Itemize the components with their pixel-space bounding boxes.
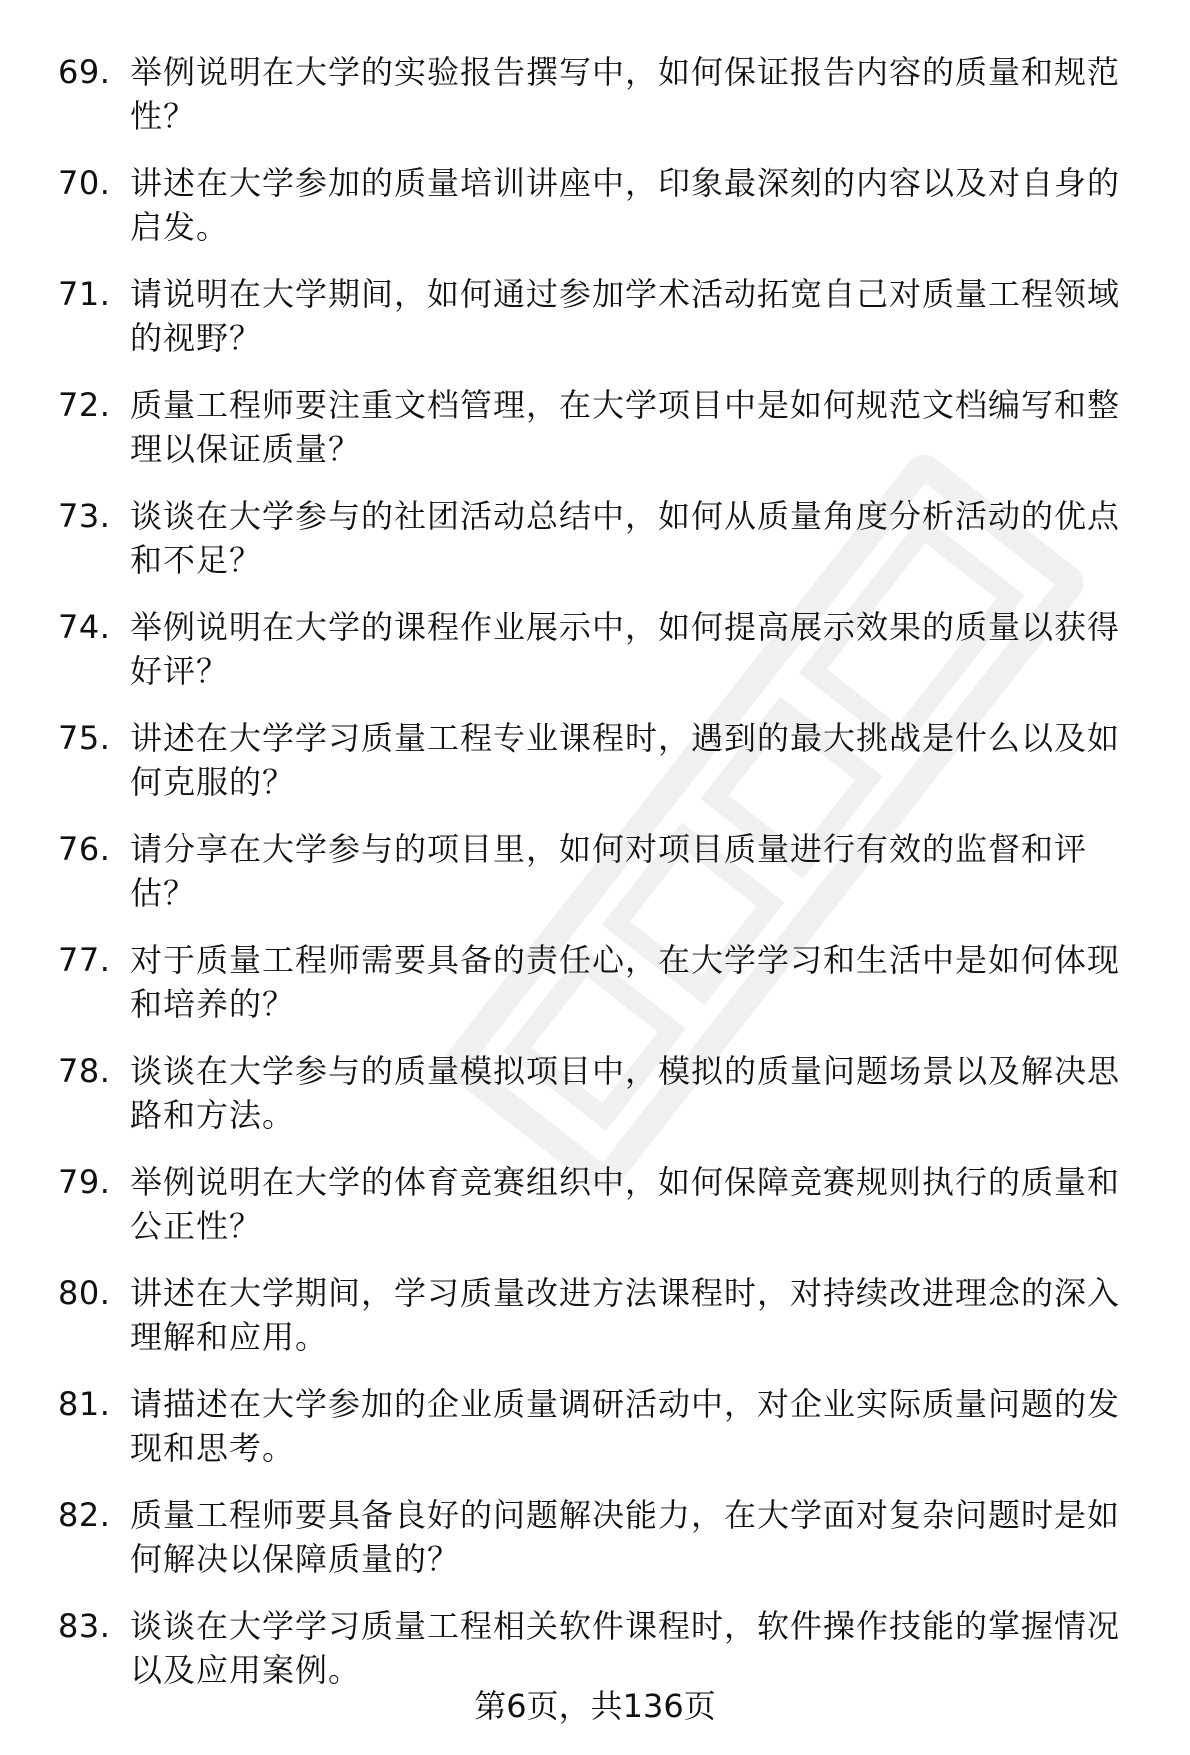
question-item xyxy=(58,383,1158,471)
question-item xyxy=(58,716,1158,804)
question-number: 76. xyxy=(58,830,111,868)
question-number: 74. xyxy=(58,608,111,646)
question-text: 谈谈在大学参与的质量模拟项目中，模拟的质量问题场景以及解决思路和方法。 xyxy=(130,1052,1121,1134)
question-number: 82. xyxy=(58,1496,111,1534)
question-item xyxy=(58,494,1158,582)
question-text: 谈谈在大学参与的社团活动总结中，如何从质量角度分析活动的优点和不足？ xyxy=(130,497,1121,579)
question-number: 69. xyxy=(58,53,111,91)
question-number: 77. xyxy=(58,941,111,979)
page-number: 第6页，共136页 xyxy=(474,1687,716,1725)
question-text: 请描述在大学参加的企业质量调研活动中，对企业实际质量问题的发现和思考。 xyxy=(130,1385,1121,1467)
question-text: 谈谈在大学学习质量工程相关软件课程时，软件操作技能的掌握情况以及应用案例。 xyxy=(130,1607,1121,1689)
question-text: 质量工程师要具备良好的问题解决能力，在大学面对复杂问题时是如何解决以保障质量的？ xyxy=(130,1496,1121,1578)
question-number: 81. xyxy=(58,1385,111,1423)
question-text: 对于质量工程师需要具备的责任心，在大学学习和生活中是如何体现和培养的？ xyxy=(130,941,1121,1023)
question-number: 80. xyxy=(58,1274,111,1312)
question-text: 举例说明在大学的课程作业展示中，如何提高展示效果的质量以获得好评？ xyxy=(130,608,1121,690)
question-item xyxy=(58,272,1158,360)
question-number: 70. xyxy=(58,164,111,202)
question-item xyxy=(58,50,1158,138)
question-item xyxy=(58,1271,1158,1359)
question-number: 83. xyxy=(58,1607,111,1645)
question-text: 请分享在大学参与的项目里，如何对项目质量进行有效的监督和评估？ xyxy=(130,830,1088,912)
question-number: 75. xyxy=(58,719,111,757)
question-item xyxy=(58,1049,1158,1137)
question-item xyxy=(58,938,1158,1026)
question-text: 讲述在大学学习质量工程专业课程时，遇到的最大挑战是什么以及如何克服的？ xyxy=(130,719,1121,801)
question-item xyxy=(58,827,1158,915)
question-text: 请说明在大学期间，如何通过参加学术活动拓宽自己对质量工程领域的视野？ xyxy=(130,275,1121,357)
question-item xyxy=(58,1493,1158,1581)
question-number: 73. xyxy=(58,497,111,535)
question-text: 举例说明在大学的实验报告撰写中，如何保证报告内容的质量和规范性？ xyxy=(130,53,1121,135)
question-item xyxy=(58,1160,1158,1248)
question-text: 讲述在大学参加的质量培训讲座中，印象最深刻的内容以及对自身的启发。 xyxy=(130,164,1121,246)
question-number: 78. xyxy=(58,1052,111,1090)
question-text: 举例说明在大学的体育竞赛组织中，如何保障竞赛规则执行的质量和公正性？ xyxy=(130,1163,1121,1245)
question-item xyxy=(58,1382,1158,1470)
question-number: 71. xyxy=(58,275,111,313)
question-item xyxy=(58,161,1158,249)
question-number: 79. xyxy=(58,1163,111,1201)
question-text: 质量工程师要注重文档管理，在大学项目中是如何规范文档编写和整理以保证质量？ xyxy=(130,386,1121,468)
question-item xyxy=(58,605,1158,693)
question-number: 72. xyxy=(58,386,111,424)
question-list xyxy=(58,50,1158,1715)
question-item xyxy=(58,1604,1158,1692)
question-text: 讲述在大学期间，学习质量改进方法课程时，对持续改进理念的深入理解和应用。 xyxy=(130,1274,1121,1356)
